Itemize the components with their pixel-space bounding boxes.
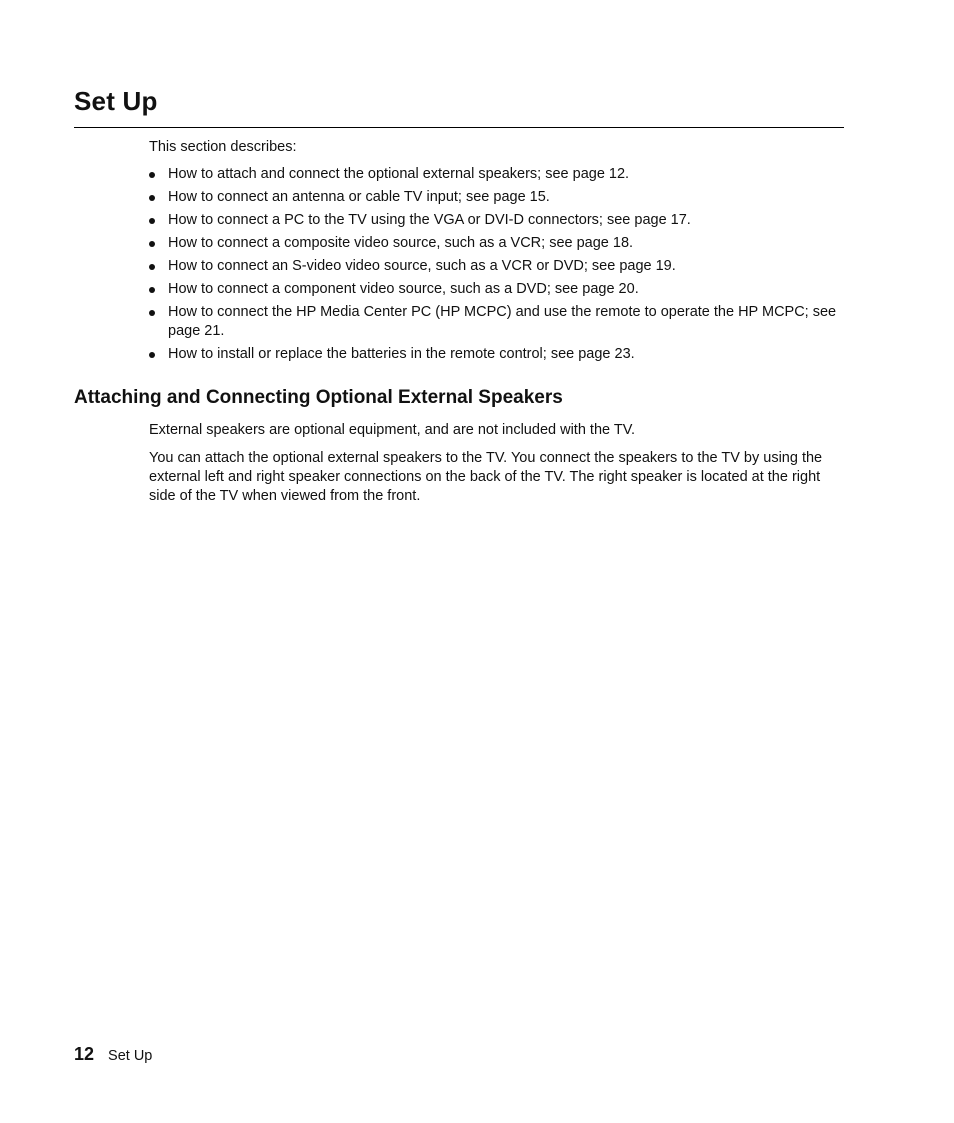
footer-chapter-title: Set Up xyxy=(108,1048,153,1064)
intro-text: This section describes: xyxy=(149,139,297,155)
list-item-text: How to attach and connect the optional external speakers; see page 12. xyxy=(168,166,630,182)
bullet-icon xyxy=(149,241,155,247)
list-item-text: How to connect an antenna or cable TV input; see page 15. xyxy=(168,189,550,205)
list-item-text: How to connect a component video source, such as a DVD; see page 20. xyxy=(168,281,639,297)
list-item xyxy=(149,345,844,364)
list-item xyxy=(149,280,844,299)
bullet-icon xyxy=(149,287,155,293)
bullet-icon xyxy=(149,310,155,316)
list-item xyxy=(149,211,844,230)
bullet-icon xyxy=(149,195,155,201)
list-item-text: How to connect a PC to the TV using the VGA or DVI-D connectors; see page 17. xyxy=(168,212,691,228)
list-item xyxy=(149,188,844,207)
section-contents-list xyxy=(149,165,844,368)
bullet-icon xyxy=(149,172,155,178)
list-item-text: How to connect the HP Media Center PC (HP MCPC) and use the remote to operate the HP MCPC; see page 21. xyxy=(168,304,837,339)
list-item-text: How to connect a composite video source, such as a VCR; see page 18. xyxy=(168,235,634,251)
list-item-text: How to connect an S-video video source, such as a VCR or DVD; see page 19. xyxy=(168,258,676,274)
list-item xyxy=(149,165,844,184)
bullet-icon xyxy=(149,218,155,224)
list-item xyxy=(149,303,844,341)
page-footer xyxy=(74,1044,152,1066)
list-item xyxy=(149,234,844,253)
section-paragraph-1: External speakers are optional equipment, and are not included with the TV. xyxy=(149,422,636,438)
list-item-text: How to install or replace the batteries in the remote control; see page 23. xyxy=(168,346,635,362)
section-heading: Attaching and Connecting Optional External Speakers xyxy=(74,387,563,408)
page-title: Set Up xyxy=(74,86,158,116)
bullet-icon xyxy=(149,352,155,358)
bullet-icon xyxy=(149,264,155,270)
title-divider xyxy=(74,127,844,128)
section-paragraph-2: You can attach the optional external speakers to the TV. You connect the speakers to the TV by using the external left and right speaker connections on the back of the TV. The right speaker is located at the right side of the TV when viewed from the front. xyxy=(149,450,823,504)
list-item xyxy=(149,257,844,276)
page-number: 12 xyxy=(74,1044,95,1064)
